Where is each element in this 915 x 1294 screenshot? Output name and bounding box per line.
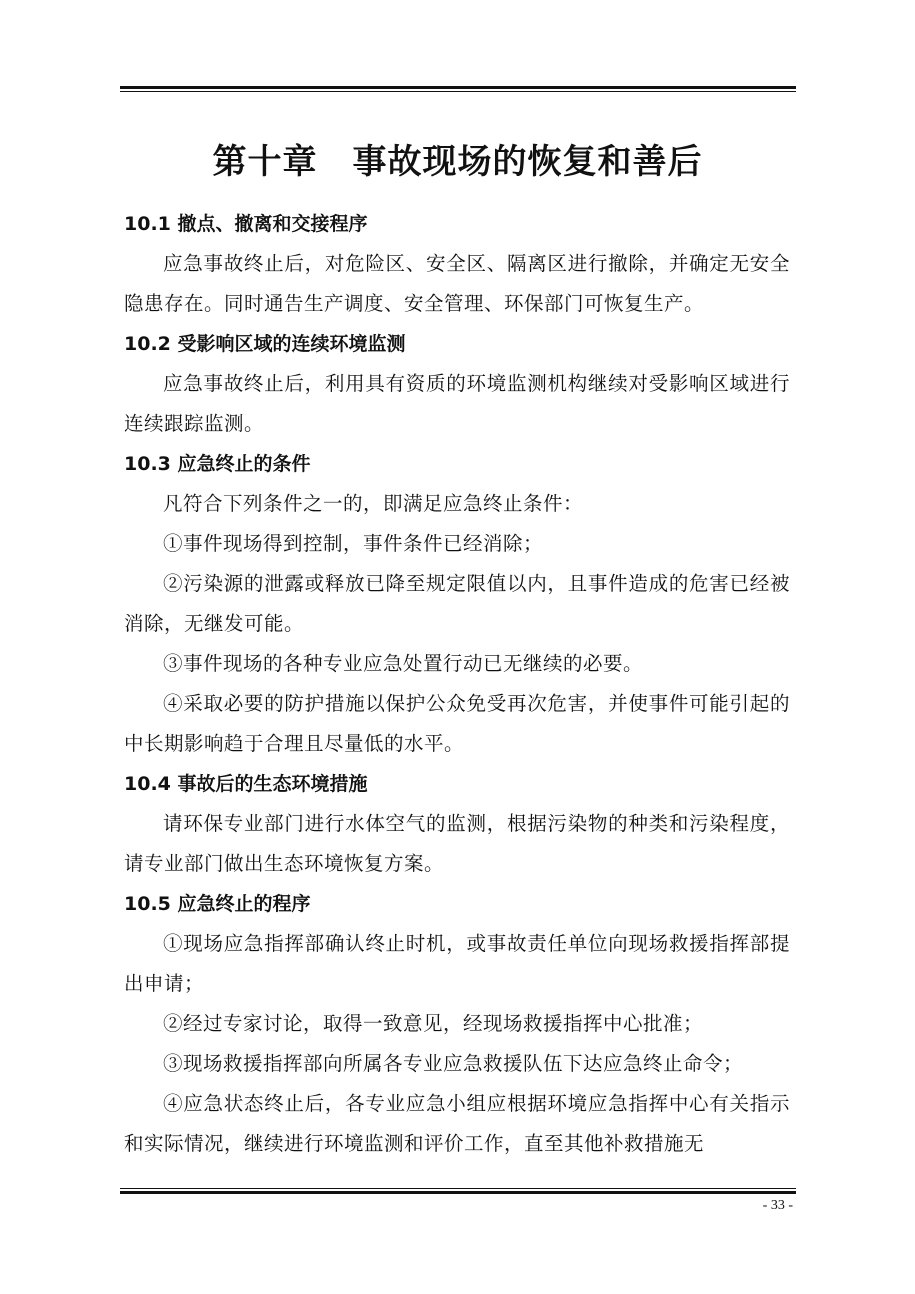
footer-rule [120,1188,796,1194]
section-heading: 10.2 受影响区域的连续环境监测 [124,333,406,355]
chapter-title: 第十章 事故现场的恢复和善后 [212,142,703,182]
list-item: ②污染源的泄露或释放已降至规定限值以内，且事件造成的危害已经被消除，无继发可能。 [124,572,790,635]
section-10-3 [124,444,790,764]
paragraph: 请环保专业部门进行水体空气的监测，根据污染物的种类和污染程度，请专业部门做出生态环境恢复方案。 [124,812,790,875]
list-item: ④采取必要的防护措施以保护公众免受再次危害，并使事件可能引起的中长期影响趋于合理且尽量低的水平。 [124,692,790,755]
section-heading: 10.1 撤点、撤离和交接程序 [124,213,368,235]
paragraph: 应急事故终止后，对危险区、安全区、隔离区进行撤除，并确定无安全隐患存在。同时通告生产调度、安全管理、环保部门可恢复生产。 [124,252,790,315]
list-item: ③现场救援指挥部向所属各专业应急救援队伍下达应急终止命令； [163,1052,744,1075]
section-10-1 [124,204,790,324]
list-item: ①事件现场得到控制，事件条件已经消除； [163,532,544,555]
section-10-5 [124,884,790,1164]
section-heading: 10.4 事故后的生态环境措施 [124,773,368,795]
section-10-2 [124,324,790,444]
header-rule [120,86,796,92]
document-body [124,204,790,1164]
section-10-4 [124,764,790,884]
page-number: - 33 - [762,1198,793,1213]
paragraph: 凡符合下列条件之一的，即满足应急终止条件： [163,492,584,515]
list-item: ③事件现场的各种专业应急处置行动已无继续的必要。 [163,652,644,675]
section-heading: 10.3 应急终止的条件 [124,453,311,475]
list-item: ①现场应急指挥部确认终止时机，或事故责任单位向现场救援指挥部提出申请； [124,932,790,995]
section-heading: 10.5 应急终止的程序 [124,893,311,915]
paragraph: 应急事故终止后，利用具有资质的环境监测机构继续对受影响区域进行连续跟踪监测。 [124,372,790,435]
list-item: ④应急状态终止后，各专业应急小组应根据环境应急指挥中心有关指示和实际情况，继续进行环境监测和评价工作，直至其他补救措施无 [124,1092,790,1155]
list-item: ②经过专家讨论，取得一致意见，经现场救援指挥中心批准； [163,1012,704,1035]
